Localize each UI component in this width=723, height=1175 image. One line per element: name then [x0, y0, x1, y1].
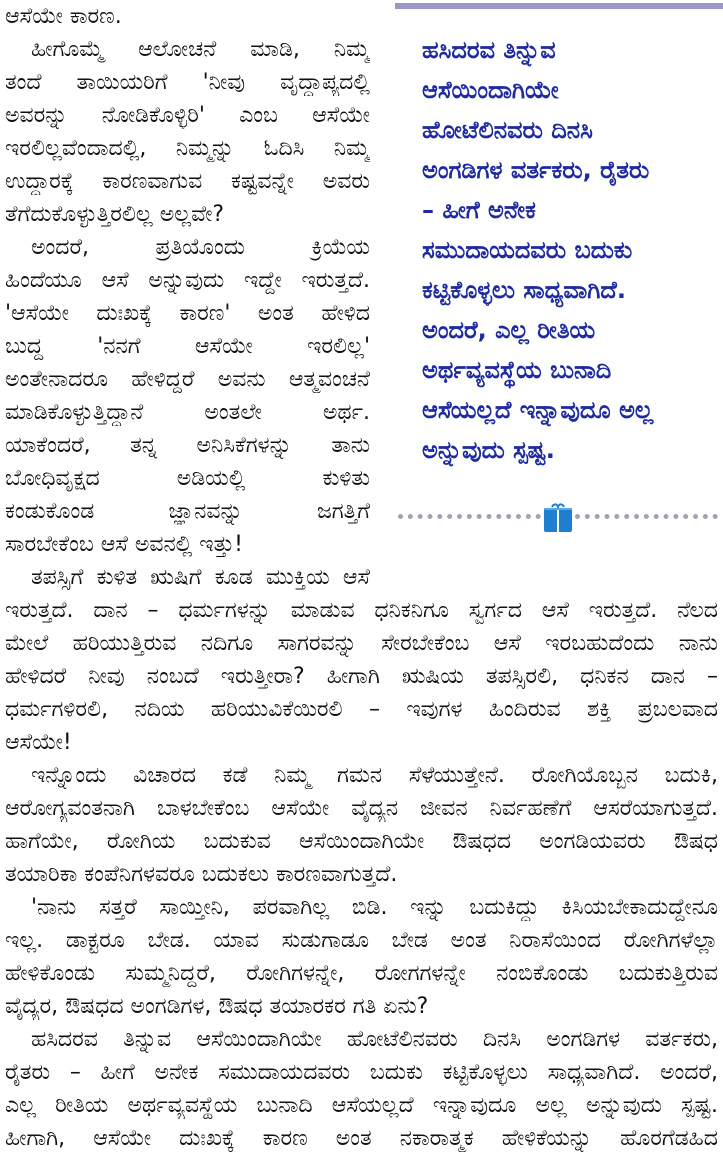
- body-line: ಹೀಗೊಮ್ಮೆ ಆಲೋಚನೆ ಮಾಡಿ, ನಿಮ್ಮ: [31, 37, 370, 62]
- body-line: ಇಲ್ಲ. ಡಾಕ್ಟರೂ ಬೇಡ. ಯಾವ ಸುಡುಗಾಡೂ ಬೇಡ ಅಂತ ನಿರಾಸೆಯಿಂದ ರೋಗಿಗಳೆಲ್ಲಾ: [5, 928, 718, 953]
- body-line: ಬೋಧಿವೃಕ್ಷದ ಅಡಿಯಲ್ಲಿ ಕುಳಿತು: [5, 466, 370, 491]
- body-line: ಧರ್ಮಗಳಿರಲಿ, ನದಿಯ ಹರಿಯುವಿಕೆಯಿರಲಿ – ಇವುಗಳ ಹಿಂದಿರುವ ಶಕ್ತಿ ಪ್ರಬಲವಾದ: [5, 697, 718, 722]
- body-line: ಆಸೆಯೇ ಕಾರಣ.: [5, 4, 122, 29]
- body-line: ಇರಲಿಲ್ಲವೆಂದಾದಲ್ಲಿ, ನಿಮ್ಮನ್ನು ಓದಿಸಿ ನಿಮ್ಮ: [5, 136, 370, 161]
- body-line: ವೈದ್ಯರ, ಔಷಧದ ಅಂಗಡಿಗಳ, ಔಷಧ ತಯಾರಕರ ಗತಿ ಏನು?: [5, 994, 429, 1019]
- body-line: ಮೇಲೆ ಹರಿಯುತ್ತಿರುವ ನದಿಗೂ ಸಾಗರವನ್ನು ಸೇರಬೇಕೆಂಬ ಆಸೆ ಇರಬಹುದೆಂದು ನಾನು: [5, 631, 718, 656]
- body-line: ಅಂತೇನಾದರೂ ಹೇಳಿದ್ದರೆ ಅವನು ಆತ್ಮವಂಚನೆ: [5, 367, 370, 392]
- body-line: ತಯಾರಿಕಾ ಕಂಪೆನಿಗಳವರೂ ಬದುಕಲು ಕಾರಣವಾಗುತ್ತದೆ.: [5, 862, 398, 887]
- body-line: 'ನಾನು ಸತ್ತರೆ ಸಾಯ್ತೀನಿ, ಪರವಾಗಿಲ್ಲ ಬಿಡಿ. ಇನ್ನು ಬದುಕಿದ್ದು ಕಿಸಿಯಬೇಕಾದುದ್ದೇನೂ: [31, 895, 718, 920]
- body-line: ತಂದೆ ತಾಯಿಯರಿಗೆ 'ನೀವು ವೃದ್ಧಾಪ್ಯದಲ್ಲಿ: [5, 70, 370, 95]
- body-line: ಸಾರಬೇಕೆಂಬ ಆಸೆ ಅವನಲ್ಲಿ ಇತ್ತು!: [5, 532, 243, 557]
- body-line: ಎಲ್ಲ ರೀತಿಯ ಅರ್ಥವ್ಯವಸ್ಥೆಯ ಬುನಾದಿ ಆಸೆಯಲ್ಲದೆ ಇನ್ನಾವುದೂ ಅಲ್ಲ ಅನ್ನುವುದು ಸ್ಪಷ್ಟ.: [5, 1093, 718, 1118]
- body-line: ಹೇಳಿಕೊಂಡು ಸುಮ್ಮನಿದ್ದರೆ, ರೋಗಿಗಳನ್ನೇ, ರೋಗಗಳನ್ನೇ ನಂಬಿಕೊಂಡು ಬದುಕುತ್ತಿರುವ: [5, 961, 718, 986]
- body-line: ತೆಗೆದುಕೊಳ್ಳುತ್ತಿರಲಿಲ್ಲ ಅಲ್ಲವೇ?: [5, 202, 225, 227]
- pull-quote-line: – ಹೀಗೆ ಅನೇಕ: [422, 196, 536, 224]
- pull-quote-line: ಅಂಗಡಿಗಳ ವರ್ತಕರು, ರೈತರು: [422, 156, 650, 184]
- body-line: ರೈತರು – ಹೀಗೆ ಅನೇಕ ಸಮುದಾಯದವರು ಬದುಕು ಕಟ್ಟಿಕೊಳ್ಳಲು ಸಾಧ್ಯವಾಗಿದೆ. ಅಂದರೆ,: [5, 1060, 718, 1085]
- body-line: ಇರುತ್ತದೆ. ದಾನ – ಧರ್ಮಗಳನ್ನು ಮಾಡುವ ಧನಿಕನಿಗೂ ಸ್ವರ್ಗದ ಆಸೆ ಇರುತ್ತದೆ. ನೆಲದ: [5, 598, 718, 623]
- pull-quote-line: ಸಮುದಾಯದವರು ಬದುಕು: [422, 236, 633, 264]
- body-line: ಹಸಿದರವ ತಿನ್ನುವ ಆಸೆಯಿಂದಾಗಿಯೇ ಹೋಟೆಲಿನವರು ದಿನಸಿ ಅಂಗಡಿಗಳ ವರ್ತಕರು,: [31, 1027, 718, 1052]
- body-line: ಹಿಂದೆಯೂ ಆಸೆ ಅನ್ನುವುದು ಇದ್ದೇ ಇರುತ್ತದೆ.: [5, 268, 370, 293]
- body-line: ಅಂದರೆ, ಪ್ರತಿಯೊಂದು ಕ್ರಿಯೆಯ: [31, 235, 370, 260]
- body-line: ಆಸೆಯೇ!: [5, 730, 72, 755]
- pull-quote-line: ಅನ್ನುವುದು ಸ್ಪಷ್ಟ.: [422, 436, 555, 464]
- body-line: ಉದ್ಧಾರಕ್ಕೆ ಕಾರಣವಾಗುವ ಕಷ್ಟವನ್ನೇ ಅವರು: [5, 169, 370, 194]
- body-line: ಬುದ್ಧ 'ನನಗೆ ಆಸೆಯೇ ಇರಲಿಲ್ಲ': [5, 334, 370, 359]
- pull-quote-line: ಹಸಿದರವ ತಿನ್ನುವ: [422, 36, 556, 64]
- pull-quote-top-rule: [395, 3, 723, 9]
- pull-quote-line: ಹೋಟೆಲಿನವರು ದಿನಸಿ: [422, 116, 593, 144]
- pull-quote-line: ಆಸೆಯಿಂದಾಗಿಯೇ: [422, 76, 559, 104]
- body-line: ತಪಸ್ಸಿಗೆ ಕುಳಿತ ಋಷಿಗೆ ಕೂಡ ಮುಕ್ತಿಯ ಆಸೆ: [31, 565, 370, 590]
- body-line: ಮಾಡಿಕೊಳ್ಳುತ್ತಿದ್ದಾನೆ ಅಂತಲೇ ಅರ್ಥ.: [5, 400, 370, 425]
- body-line: ಇನ್ನೊಂದು ವಿಚಾರದ ಕಡೆ ನಿಮ್ಮ ಗಮನ ಸೆಳೆಯುತ್ತೇನೆ. ರೋಗಿಯೊಬ್ಬನ ಬದುಕಿ,: [31, 763, 718, 788]
- body-line: ಹೇಳಿದರೆ ನೀವು ನಂಬದೆ ಇರುತ್ತೀರಾ? ಹೀಗಾಗಿ ಋಷಿಯ ತಪಸ್ಸಿರಲಿ, ಧನಿಕನ ದಾನ –: [5, 664, 718, 689]
- pull-quote-line: ಕಟ್ಟಿಕೊಳ್ಳಲು ಸಾಧ್ಯವಾಗಿದೆ.: [422, 276, 626, 304]
- body-line: ಆರೋಗ್ಯವಂತನಾಗಿ ಬಾಳಬೇಕೆಂಬ ಆಸೆಯೇ ವೈದ್ಯನ ಜೀವನ ನಿರ್ವಹಣೆಗೆ ಆಸರೆಯಾಗುತ್ತದೆ.: [5, 796, 718, 821]
- body-line: 'ಆಸೆಯೇ ದುಃಖಕ್ಕೆ ಕಾರಣ' ಅಂತ ಹೇಳಿದ: [5, 301, 370, 326]
- book-gift-icon: [541, 500, 575, 534]
- body-line: ಯಾಕೆಂದರೆ, ತನ್ನ ಅನಿಸಿಕೆಗಳನ್ನು ತಾನು: [5, 433, 370, 458]
- body-line: ಕಂಡುಕೊಂಡ ಜ್ಞಾನವನ್ನು ಜಗತ್ತಿಗೆ: [5, 499, 370, 524]
- pull-quote-line: ಅರ್ಥವ್ಯವಸ್ಥೆಯ ಬುನಾದಿ: [422, 356, 612, 384]
- body-line: ಅವರನ್ನು ನೋಡಿಕೊಳ್ಳಿರಿ' ಎಂಬ ಆಸೆಯೇ: [5, 103, 370, 128]
- body-line: ಹಾಗೆಯೇ, ರೋಗಿಯ ಬದುಕುವ ಆಸೆಯಿಂದಾಗಿಯೇ ಔಷಧದ ಅಂಗಡಿಯವರು ಔಷಧ: [5, 829, 718, 854]
- pull-quote-line: ಆಸೆಯಲ್ಲದೆ ಇನ್ನಾವುದೂ ಅಲ್ಲ: [422, 396, 654, 424]
- pull-quote-line: ಅಂದರೆ, ಎಲ್ಲ ರೀತಿಯ: [422, 316, 596, 344]
- body-line: ಹೀಗಾಗಿ, ಆಸೆಯೇ ದುಃಖಕ್ಕೆ ಕಾರಣ ಅಂತ ನಕಾರಾತ್ಮಕ ಹೇಳಿಕೆಯನ್ನು ಹೊರಗೆಡಹಿದ: [5, 1126, 718, 1151]
